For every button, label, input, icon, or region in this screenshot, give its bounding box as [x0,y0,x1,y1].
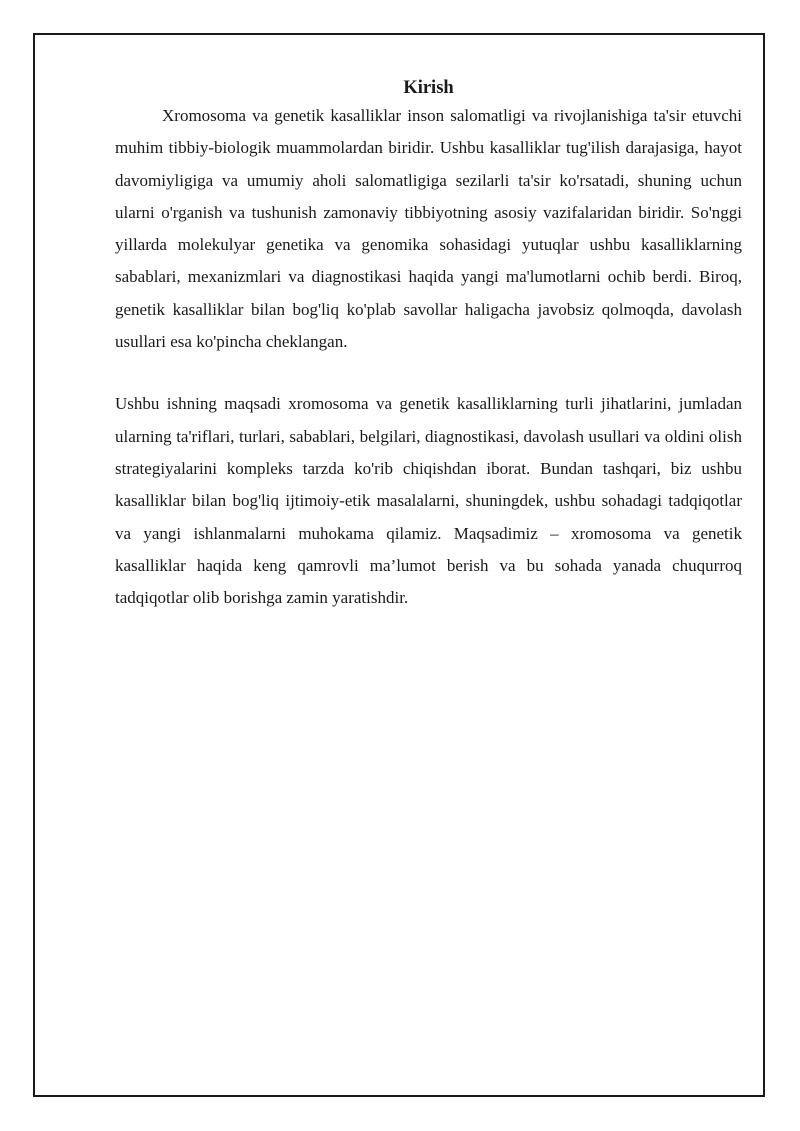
document-body [115,76,742,614]
paragraph-spacer [115,358,742,388]
document-title: Kirish [403,78,454,98]
paragraph-purpose: Ushbu ishning maqsadi xromosoma va genetik kasalliklarning turli jihatlarini, jumladan ularning ta'riflari, turlari, sabablari, belgilari, diagnostikasi, davolash usullari va oldini olish strategiyalarini kompleks tarzda ko'rib chiqishdan iborat. Bundan tashqari, biz ushbu kasalliklar bilan bog'liq ijtimoiy-etik masalalarni, shuningdek, ushbu sohadagi tadqiqotlar va yangi ishlanmalarni muhokama qilamiz. Maqsadimiz – xromosoma va genetik kasalliklar haqida keng qamrovli ma’lumot berish va bu sohada yanada chuqurroq tadqiqotlar olib borishga zamin yaratishdir. [115,394,742,608]
paragraph-introduction: Xromosoma va genetik kasalliklar inson salomatligi va rivojlanishiga ta'sir etuvchi muhim tibbiy-biologik muammolardan biridir. Ushbu kasalliklar tug'ilish darajasiga, hayot davomiyligiga va umumiy aholi salomatligiga sezilarli ta'sir ko'rsatadi, shuning uchun ularni o'rganish va tushunish zamonaviy tibbiyotning asosiy vazifalaridan biridir. So'nggi yillarda molekulyar genetika va genomika sohasidagi yutuqlar ushbu kasalliklarning sabablari, mexanizmlari va diagnostikasi haqida yangi ma'lumotlarni ochib berdi. Biroq, genetik kasalliklar bilan bog'liq ko'plab savollar haligacha javobsiz qolmoqda, davolash usullari esa ko'pincha cheklangan. [115,106,742,352]
